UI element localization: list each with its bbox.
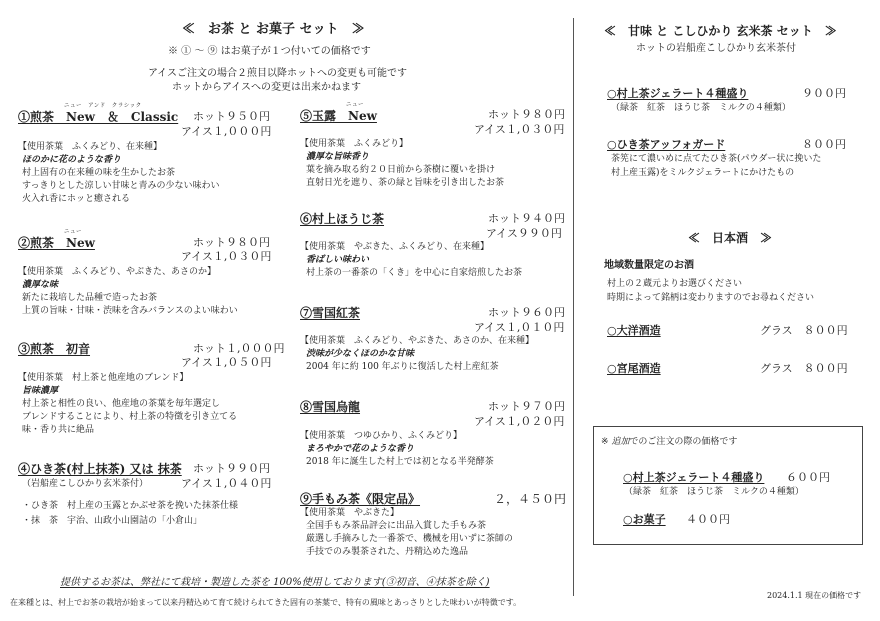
price-date: 2024.1.1 現在の価格です xyxy=(767,591,862,600)
gelato-name: ○村上茶ジェラート４種盛り xyxy=(607,87,749,100)
item2-ice-price: アイス１,０３０円 xyxy=(181,250,272,263)
affogato-desc2: 村上産玉露)をミルクジェラートにかけたもの xyxy=(611,168,795,178)
item9-leaf: 【使用茶葉 やぶきた】 xyxy=(300,508,400,518)
item7-tagline: 渋味が少なくほのかな甘味 xyxy=(306,349,415,359)
affogato-name: ○ひき茶アッフォガード xyxy=(607,138,726,151)
item8-hot-price: ホット９７０円 xyxy=(488,400,565,413)
column-divider xyxy=(573,18,574,596)
item7-hot-price: ホット９６０円 xyxy=(488,306,565,319)
item4-ice-price: アイス１,０４０円 xyxy=(181,477,272,490)
item3-ice-price: アイス１,０５０円 xyxy=(181,356,272,369)
item2-ruby: ニュー xyxy=(64,229,83,235)
item1-desc2: すっきりとした涼しい甘味と青みの少ない味わい xyxy=(22,181,220,191)
item2-name: ②煎茶 New xyxy=(18,236,95,250)
addon-gelato-desc: （緑茶 紅茶 ほうじ茶 ミルクの４種類） xyxy=(624,487,804,497)
item5-hot-price: ホット９８０円 xyxy=(488,108,565,121)
item6-tagline: 香ばしい味わい xyxy=(306,255,370,265)
miyao-sake-name: ○宮尾酒造 xyxy=(607,362,661,375)
gelato-price: ９００円 xyxy=(802,87,846,100)
item9-desc2: 厳選し手摘みした一番茶で、機械を用いずに茶師の xyxy=(306,534,513,544)
item7-ice-price: アイス１,０１０円 xyxy=(474,321,565,334)
item8-name: ⑧雪国烏龍 xyxy=(300,400,361,414)
addon-sweets-name: ○お菓子 xyxy=(623,513,666,526)
item8-tagline: まろやかで花のような香り xyxy=(306,444,415,454)
item2-leaf: 【使用茶葉 ふくみどり、やぶきた、あさのか】 xyxy=(18,267,217,277)
taiyo-sake-price: グラス ８００円 xyxy=(760,324,848,337)
item6-name: ⑥村上ほうじ茶 xyxy=(300,212,385,226)
item1-ice-price: アイス１,０００円 xyxy=(181,125,272,138)
addon-heading-rest: でのご注文の際の価格です xyxy=(629,437,738,447)
item3-tagline: 旨味濃厚 xyxy=(22,386,59,396)
addon-heading xyxy=(601,438,737,447)
item1-hot-price: ホット９５０円 xyxy=(193,110,270,123)
item9-desc1: 全国手もみ茶品評会に出品入賞した手もみ茶 xyxy=(306,521,487,531)
taiyo-sake-name: ○大洋酒造 xyxy=(607,324,661,337)
item3-desc3: 味・香り共に絶品 xyxy=(22,425,95,435)
item1-name: ①煎茶 New ＆ Classic xyxy=(18,110,179,124)
affogato-price: ８００円 xyxy=(802,138,846,151)
addon-sweets-price: ４００円 xyxy=(686,513,730,526)
sake-title: ≪ 日本酒 ≫ xyxy=(688,231,773,245)
item1-desc3: 火入れ香にホッと癒される xyxy=(22,194,131,204)
item3-desc2: ブレンドすることにより、村上茶の特徴を引き立てる xyxy=(22,412,238,422)
sweets-set-subtitle: ホットの岩船産こしひかり玄米茶付 xyxy=(636,43,796,54)
item2-tagline: 濃厚な味 xyxy=(22,280,59,290)
item6-leaf: 【使用茶葉 やぶきた、ふくみどり、在来種】 xyxy=(300,242,490,252)
ice-note: アイスご注文の場合２煎目以降ホットへの変更も可能です xyxy=(148,68,407,79)
item7-desc1: 2004 年に約 100 年ぶりに復活した村上産紅茶 xyxy=(306,362,499,372)
affogato-desc1: 茶筅にて濃いめに点てたひき茶(パウダー状に挽いた xyxy=(611,154,822,164)
sake-note1: 村上の２蔵元よりお選びください xyxy=(607,279,743,289)
gelato-desc: （緑茶 紅茶 ほうじ茶 ミルクの４種類） xyxy=(611,103,791,113)
item5-desc2: 直射日光を遮り、茶の緑と旨味を引き出したお茶 xyxy=(306,178,505,188)
item1-ruby: ニュー アンド クラシック xyxy=(64,103,142,109)
item4-note: （岩船産こしひかり玄米茶付） xyxy=(22,479,149,489)
item1-leaf: 【使用茶葉 ふくみどり、在来種】 xyxy=(18,142,163,152)
item9-desc3: 手技でのみ製茶された、丹精込めた逸品 xyxy=(306,547,469,557)
item3-hot-price: ホット１,０００円 xyxy=(193,342,285,355)
addon-gelato-name: ○村上茶ジェラート４種盛り xyxy=(623,471,765,484)
item2-hot-price: ホット９８０円 xyxy=(193,236,270,249)
item4-desc2: ・抹 茶 宇治、山政小山園詰の「小倉山」 xyxy=(22,516,203,526)
item6-hot-price: ホット９４０円 xyxy=(488,212,565,225)
item4-name: ④ひき茶(村上抹茶) 又は 抹茶 xyxy=(18,462,182,476)
addon-heading-prefix: ※ xyxy=(601,437,612,447)
item3-desc1: 村上茶と相性の良い、他産地の茶葉を毎年選定し xyxy=(22,399,221,409)
item2-desc1: 新たに栽培した品種で造ったお茶 xyxy=(22,293,158,303)
tea-set-title: ≪ お茶 と お菓子 セット ≫ xyxy=(182,22,365,37)
item4-desc1: ・ひき茶 村上産の玉露とかぶせ茶を挽いた抹茶仕様 xyxy=(22,501,239,511)
item5-name: ⑤玉露 New xyxy=(300,109,377,123)
sweets-set-title: ≪ 甘味 と こしひかり 玄米茶 セット ≫ xyxy=(604,24,837,38)
item5-leaf: 【使用茶葉 ふくみどり】 xyxy=(300,139,409,149)
item5-ice-price: アイス１,０３０円 xyxy=(474,123,565,136)
item8-ice-price: アイス１,０２０円 xyxy=(474,415,565,428)
sake-heading: 地域数量限定のお酒 xyxy=(604,260,694,271)
item8-desc1: 2018 年に誕生した村上では初となる半発酵茶 xyxy=(306,457,494,467)
item3-leaf: 【使用茶葉 村上茶と他産地のブレンド】 xyxy=(18,373,189,383)
sake-note2: 時期によって銘柄は変わりますのでお尋ねください xyxy=(607,293,815,303)
item6-desc1: 村上茶の一番茶の「くき」を中心に自家焙煎したお茶 xyxy=(306,268,523,278)
item1-tagline: ほのかに花のような香り xyxy=(22,155,122,165)
addon-heading-emphasis: 追加 xyxy=(611,437,630,447)
hot-note: ホットからアイスへの変更は出来かねます xyxy=(172,82,361,93)
item7-leaf: 【使用茶葉 ふくみどり、やぶきた、あさのか、在来種】 xyxy=(300,336,535,346)
item9-name: ⑨手もみ茶《限定品》 xyxy=(300,492,421,506)
item4-hot-price: ホット９９０円 xyxy=(193,462,270,475)
item5-tagline: 濃厚な旨味香り xyxy=(306,152,370,162)
item7-name: ⑦雪国紅茶 xyxy=(300,306,361,320)
addon-gelato-price: ６００円 xyxy=(786,471,830,484)
miyao-sake-price: グラス ８００円 xyxy=(760,362,848,375)
item5-ruby: ニュー xyxy=(346,102,365,108)
item5-desc1: 葉を摘み取る約２０日前から茶樹に覆いを掛け xyxy=(306,165,496,175)
item6-ice-price: アイス９９０円 xyxy=(486,227,562,240)
item3-name: ③煎茶 初音 xyxy=(18,342,91,356)
item8-leaf: 【使用茶葉 つゆひかり、ふくみどり】 xyxy=(300,431,463,441)
footer-native-note: 在来種とは、村上でお茶の栽培が始まって以来丹精込めて育て続けられてきた固有の茶葉で、特有の風味とあっさりとした味わいが特徴です。 xyxy=(10,598,522,607)
item2-desc2: 上質の旨味・甘味・渋味を含みバランスのよい味わい xyxy=(22,306,238,316)
item9-price: ２，４５０円 xyxy=(494,492,567,506)
footer-tea-note: 提供するお茶は、弊社にて栽培・製造した茶を 100%使用しております(③初音、④抹茶を除く) xyxy=(60,577,490,588)
price-note: ※ ① ～ ⑨ はお菓子が１つ付いての価格です xyxy=(168,46,371,57)
item1-desc1: 村上固有の在来種の味を生かしたお茶 xyxy=(22,168,176,178)
